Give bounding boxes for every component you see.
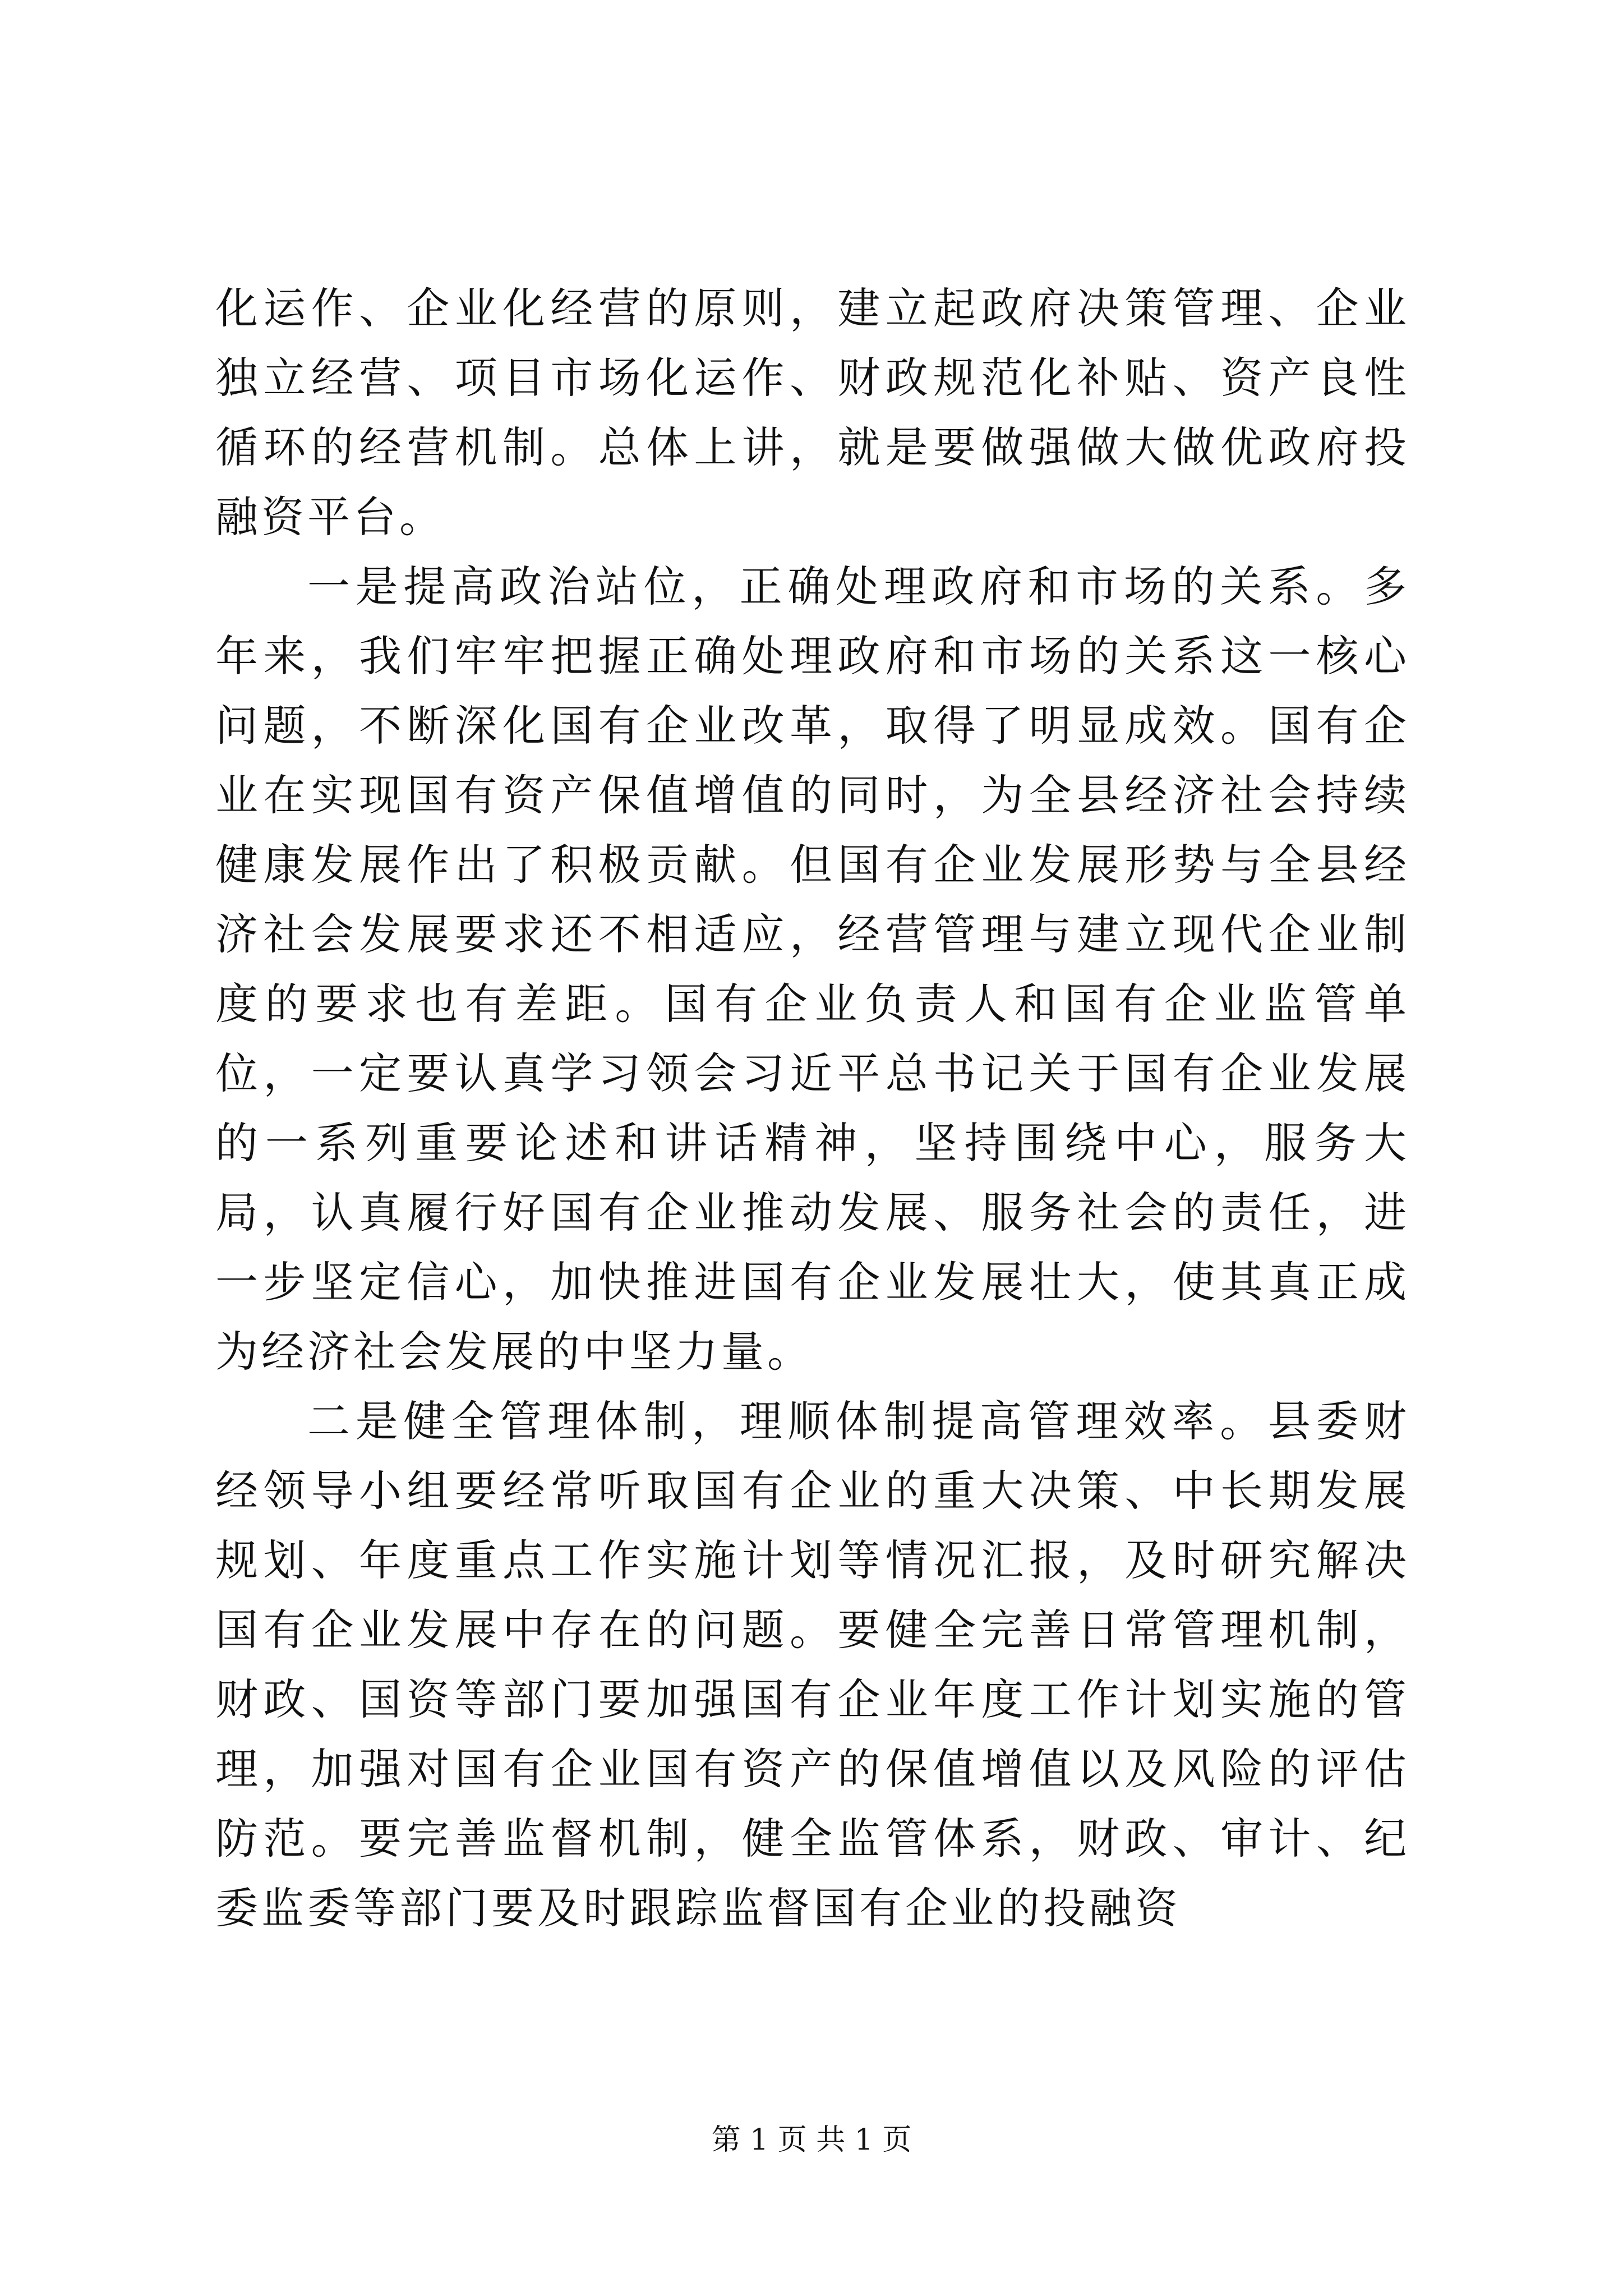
paragraph-point-two: 二是健全管理体制，理顺体制提高管理效率。县委财经领导小组要经常听取国有企业的重大决策、中长期发展规划、年度重点工作实施计划等情况汇报，及时研究解决国有企业发展中存在的问题。要健全完善日常管理机制，财政、国资等部门要加强国有企业年度工作计划实施的管理，加强对国有企业国有资产的保值增值以及风险的评估防范。要完善监督机制，健全监管体系，财政、审计、纪委监委等部门要及时跟踪监督国有企业的投融资 [215, 1396, 1410, 1933]
document-body [215, 274, 1410, 1943]
page-number-footer: 第 1 页 共 1 页 [711, 2123, 912, 2157]
paragraph-point-one: 一是提高政治站位，正确处理政府和市场的关系。多年来，我们牢牢把握正确处理政府和市场的关系这一核心问题，不断深化国有企业改革，取得了明显成效。国有企业在实现国有资产保值增值的同时，为全县经济社会持续健康发展作出了积极贡献。但国有企业发展形势与全县经济社会发展要求还不相适应，经营管理与建立现代企业制度的要求也有差距。国有企业负责人和国有企业监管单位，一定要认真学习领会习近平总书记关于国有企业发展的一系列重要论述和讲话精神，坚持围绕中心，服务大局，认真履行好国有企业推动发展、服务社会的责任，进一步坚定信心，加快推进国有企业发展壮大，使其真正成为经济社会发展的中坚力量。 [215, 562, 1410, 1377]
paragraph-continuation: 化运作、企业化经营的原则，建立起政府决策管理、企业独立经营、项目市场化运作、财政规范化补贴、资产良性循环的经营机制。总体上讲，就是要做强做大做优政府投融资平台。 [215, 283, 1410, 542]
